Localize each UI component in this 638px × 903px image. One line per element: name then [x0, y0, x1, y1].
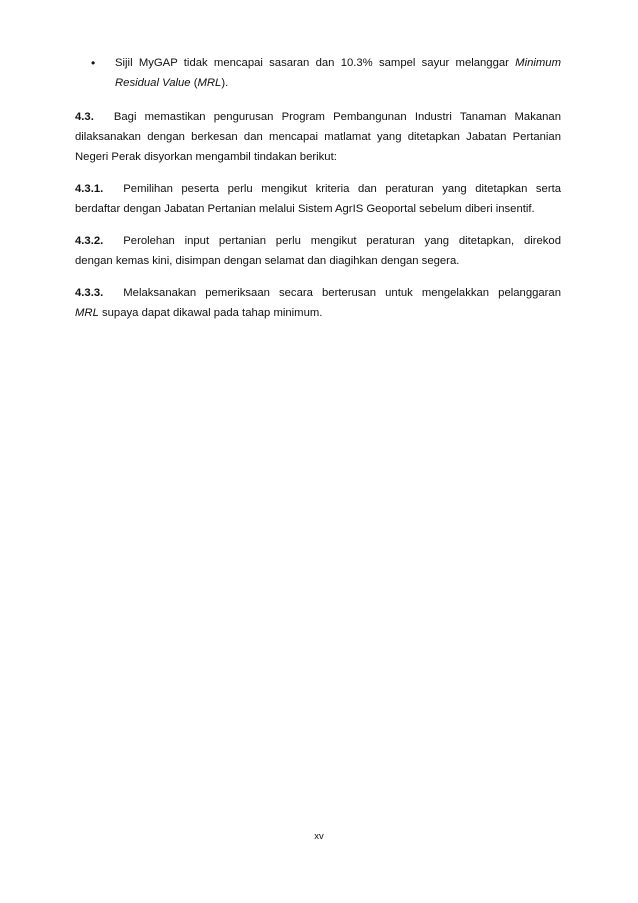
bullet-line-1: Sijil MyGAP tidak mencapai sasaran dan 10.3% sampel sayur melanggar Minimum	[115, 57, 561, 69]
section-number: 4.3.3.	[75, 287, 104, 299]
paragraph-4-3: 4.3. Bagi memastikan pengurusan Program Pembangunan Industri Tanaman Makanan dilaksanakan dengan berkesan dan mencapai matlamat yang ditetapkan Jabatan Pertanian Negeri Perak disyorkan mengambil tindakan berikut:	[75, 107, 561, 167]
bullet-item	[115, 53, 561, 93]
page-number: xv	[314, 831, 324, 842]
section-number: 4.3.	[75, 111, 94, 123]
bullet-icon: •	[91, 56, 96, 70]
paragraph-4-3-2: 4.3.2. Perolehan input pertanian perlu mengikut peraturan yang ditetapkan, direkod dengan kemas kini, disimpan dengan selamat dan diagihkan dengan segera.	[75, 231, 561, 271]
paragraph-4-3-1: 4.3.1. Pemilihan peserta perlu mengikut kriteria dan peraturan yang ditetapkan serta berdaftar dengan Jabatan Pertanian melalui Sistem AgrIS Geoportal sebelum diberi insentif.	[75, 179, 561, 219]
section-number: 4.3.1.	[75, 183, 104, 195]
bullet-line-2: Residual Value (MRL).	[115, 77, 229, 89]
section-number: 4.3.2.	[75, 235, 104, 247]
paragraph-4-3-3: 4.3.3. Melaksanakan pemeriksaan secara berterusan untuk mengelakkan pelanggaran MRL supaya dapat dikawal pada tahap minimum.	[75, 283, 561, 323]
